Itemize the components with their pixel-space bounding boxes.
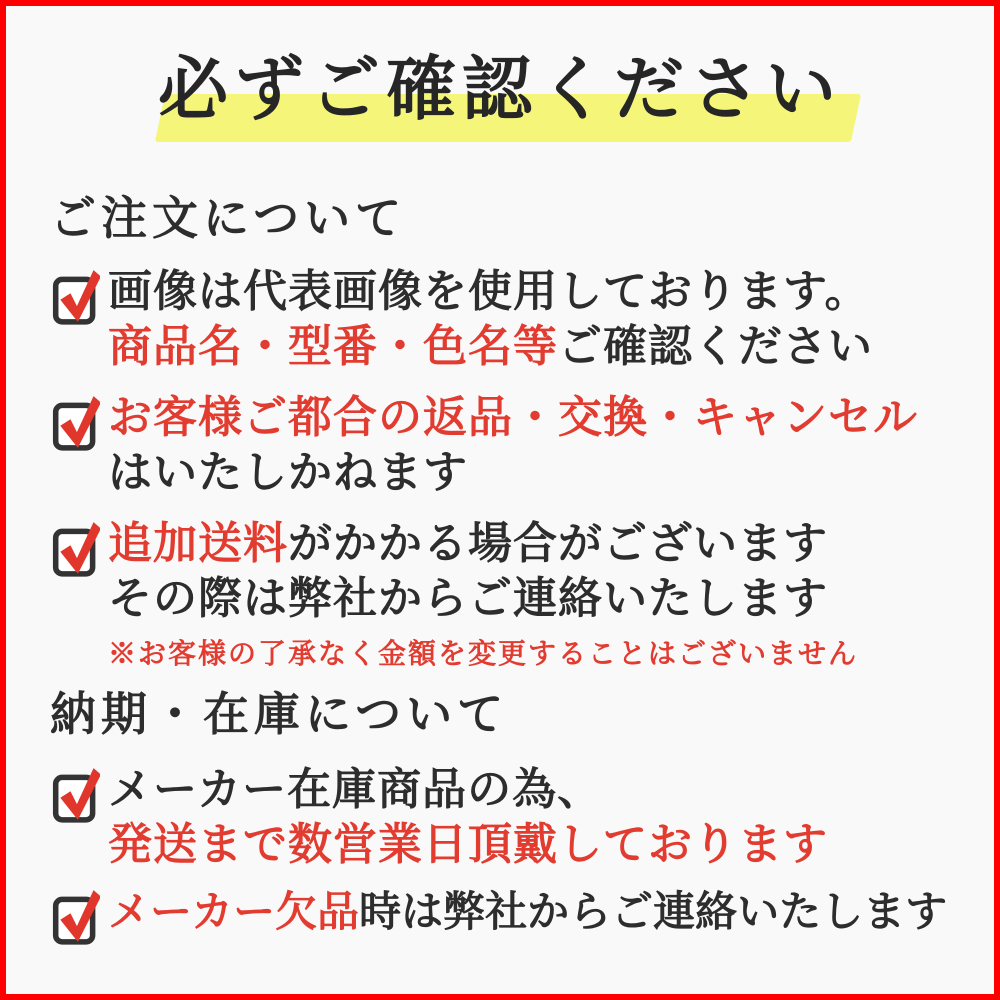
item-text (108, 762, 828, 872)
item-line (108, 445, 918, 500)
section-heading-order: ご注文について (50, 191, 407, 245)
checklist-item-representative-image (52, 264, 873, 374)
item-line (108, 762, 828, 817)
text-segment: お客様ご都合の返品・交換・キャンセル (108, 392, 918, 443)
checked-checkbox-icon (52, 266, 100, 326)
checked-checkbox-icon (52, 392, 100, 452)
item-line (108, 264, 873, 319)
item-line (108, 319, 873, 374)
text-segment: はいたしかねます (108, 447, 468, 498)
checked-checkbox-icon (52, 764, 100, 824)
text-segment: 画像は代表画像を使用しております。 (108, 266, 870, 317)
checked-checkbox-icon (52, 518, 100, 578)
item-note (108, 634, 858, 674)
item-line (108, 390, 918, 445)
item-text (108, 884, 947, 939)
text-segment: 商品名・型番・色名等 (108, 321, 558, 372)
checklist-item-maker-stock (52, 762, 828, 872)
item-text (108, 390, 918, 500)
checklist-item-maker-shortage (52, 884, 947, 946)
checked-checkbox-icon (52, 886, 100, 946)
text-segment: がかかる場合がございます (288, 518, 828, 569)
item-line (108, 817, 828, 872)
text-segment: 時は弊社からご連絡いたします (359, 887, 948, 936)
text-segment: 追加送料 (108, 518, 288, 569)
text-segment: 発送まで数営業日頂戴しております (108, 819, 828, 870)
item-text (108, 516, 858, 674)
text-segment: メーカー欠品 (108, 887, 360, 936)
item-line (108, 571, 858, 626)
text-segment: その際は弊社からご連絡いたします (108, 573, 828, 624)
checklist-item-extra-shipping (52, 516, 858, 674)
text-segment: ※お客様の了承なく金額を変更することはございません (108, 637, 859, 670)
item-line (108, 516, 858, 571)
item-text (108, 264, 873, 374)
checklist-item-returns (52, 390, 918, 500)
page-title: 必ずご確認ください (158, 47, 842, 130)
text-segment: ご確認ください (558, 321, 873, 372)
text-segment: メーカー在庫商品の為、 (108, 764, 603, 815)
item-line (108, 884, 947, 939)
section-heading-stock: 納期・在庫について (50, 687, 509, 741)
